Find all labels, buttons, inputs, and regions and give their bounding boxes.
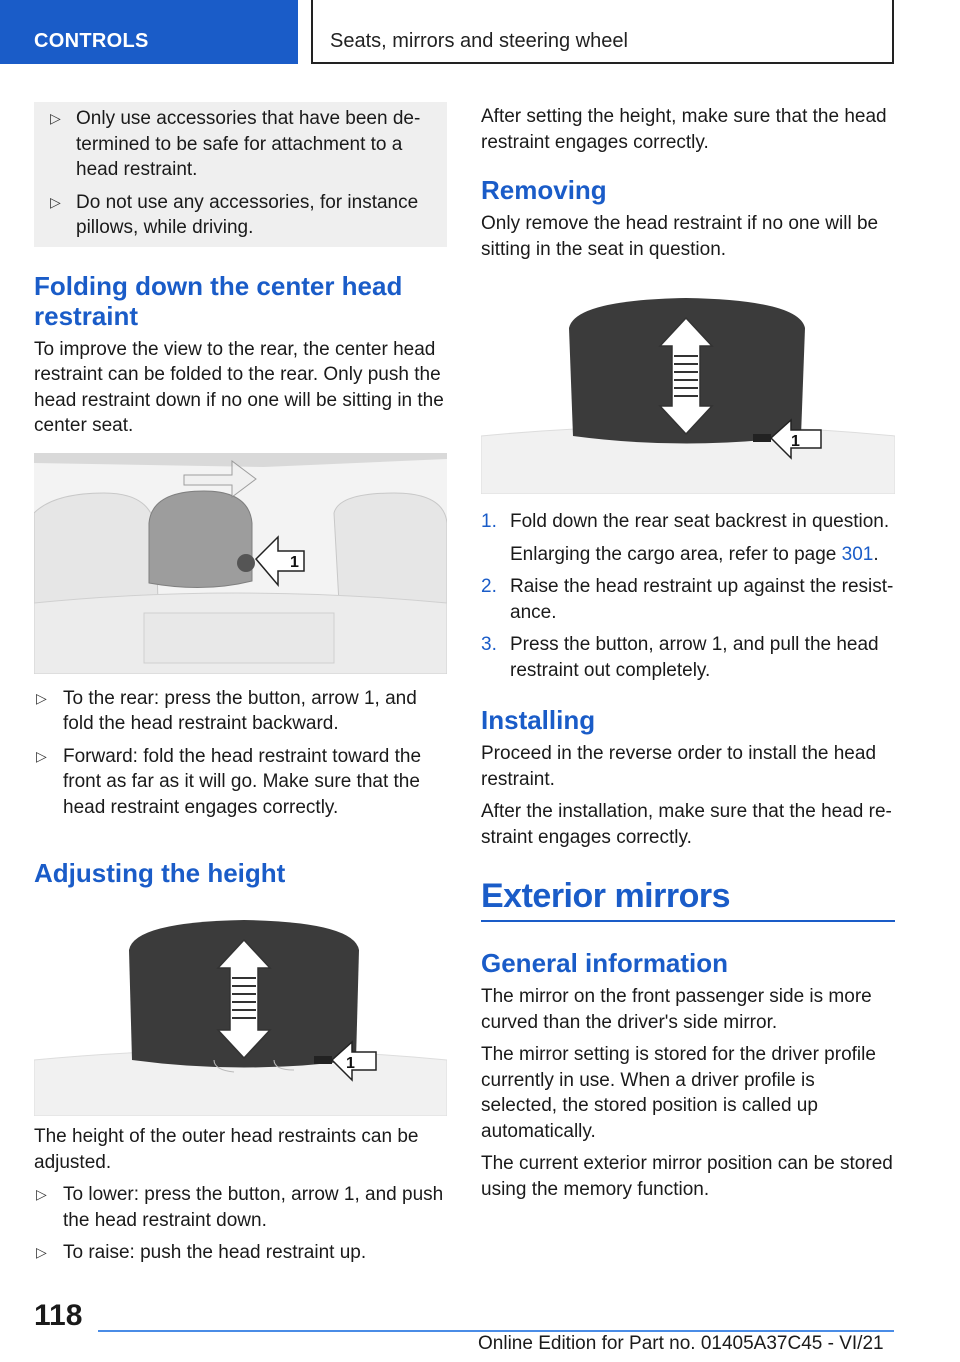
- page-link[interactable]: 301: [841, 543, 874, 565]
- triangle-bullet-icon: ▷: [36, 747, 47, 764]
- page-number: 118: [34, 1299, 83, 1332]
- svg-text:1: 1: [791, 433, 800, 450]
- right-column: [481, 104, 895, 1202]
- heading-rule: [481, 920, 895, 922]
- mirrors-heading: Exterior mirrors: [481, 877, 730, 915]
- chapter-title: Seats, mirrors and steering wheel: [330, 30, 628, 52]
- head-restraint-height-illustration: [34, 910, 447, 1116]
- step-reference: Enlarging the cargo area, refer to page 301.: [510, 543, 879, 565]
- section-title: CONTROLS: [34, 30, 149, 52]
- removing-heading: Removing: [481, 175, 607, 205]
- triangle-bullet-icon: ▷: [36, 689, 47, 706]
- general-text: The current exterior mirror position can be stored using the memory function.: [481, 1153, 893, 1200]
- note-item: ▷ Only use accessories that have been de-termined to be safe for attachment to a head restraint.: [50, 108, 421, 180]
- height-item: ▷ To raise: push the head restraint up.: [34, 1240, 447, 1266]
- fold-text: To improve the view to the rear, the center head restraint can be folded to the rear. Only push the head restraint down if no one will be sitting in the center seat.: [34, 338, 444, 436]
- svg-text:1: 1: [290, 553, 299, 571]
- height-item: ▷ To lower: press the button, arrow 1, and push the head restraint down.: [36, 1184, 444, 1231]
- installing-heading: Installing: [481, 705, 596, 735]
- after-setting-text: After setting the height, make sure that the head restraint engages correctly.: [481, 106, 887, 153]
- triangle-bullet-icon: ▷: [36, 1186, 47, 1202]
- step-item: 1. Fold down the rear seat backrest in question.: [481, 511, 890, 532]
- height-illustration: [34, 910, 447, 1116]
- fold-illustration: [34, 453, 447, 674]
- general-text: The mirror on the front passenger side is more curved than the driver's side mirror.: [481, 986, 872, 1033]
- triangle-bullet-icon: ▷: [50, 193, 61, 210]
- triangle-bullet-icon: ▷: [50, 110, 61, 126]
- general-heading: General information: [481, 948, 729, 978]
- step-item: 2. Raise the head restraint up against the resist-ance.: [481, 576, 894, 623]
- installing-text: After the installation, make sure that the head re-straint engages correctly.: [481, 801, 892, 848]
- fold-item: ▷ Forward: fold the head restraint toward the front as far as it will go. Make sure that the head restraint engages correctly.: [36, 745, 422, 818]
- left-column: [34, 102, 447, 1266]
- center-head-restraint-illustration: [34, 453, 447, 674]
- head-restraint-removal-illustration: [481, 296, 895, 494]
- fold-heading: Folding down the center head restraint: [34, 270, 403, 331]
- installing-text: Proceed in the reverse order to install the head restraint.: [481, 743, 877, 790]
- step-item: 3. Press the button, arrow 1, and pull the head restraint out completely.: [481, 634, 879, 681]
- height-heading: Adjusting the height: [34, 858, 286, 888]
- general-text: The mirror setting is stored for the driver profile currently in use. When a driver profile is selected, the stored position is called up automatically.: [481, 1044, 876, 1142]
- removing-illustration: [481, 296, 895, 494]
- triangle-bullet-icon: ▷: [36, 1244, 47, 1260]
- removing-text: Only remove the head restraint if no one will be sitting in the seat in question.: [481, 213, 879, 260]
- note-item: ▷ Do not use any accessories, for instance pillows, while driving.: [50, 191, 419, 238]
- svg-text:1: 1: [346, 1055, 355, 1072]
- note-box: [34, 102, 447, 247]
- footer-rule: [98, 1330, 894, 1332]
- fold-item: ▷ To the rear: press the button, arrow 1, and fold the head restraint backward.: [36, 687, 417, 734]
- chapter-tab: [311, 0, 894, 64]
- section-tab: [0, 0, 298, 64]
- edition-text: Online Edition for Part no. 01405A37C45 - VI/21: [478, 1333, 884, 1354]
- height-text: The height of the outer head restraints can be adjusted.: [34, 1126, 419, 1173]
